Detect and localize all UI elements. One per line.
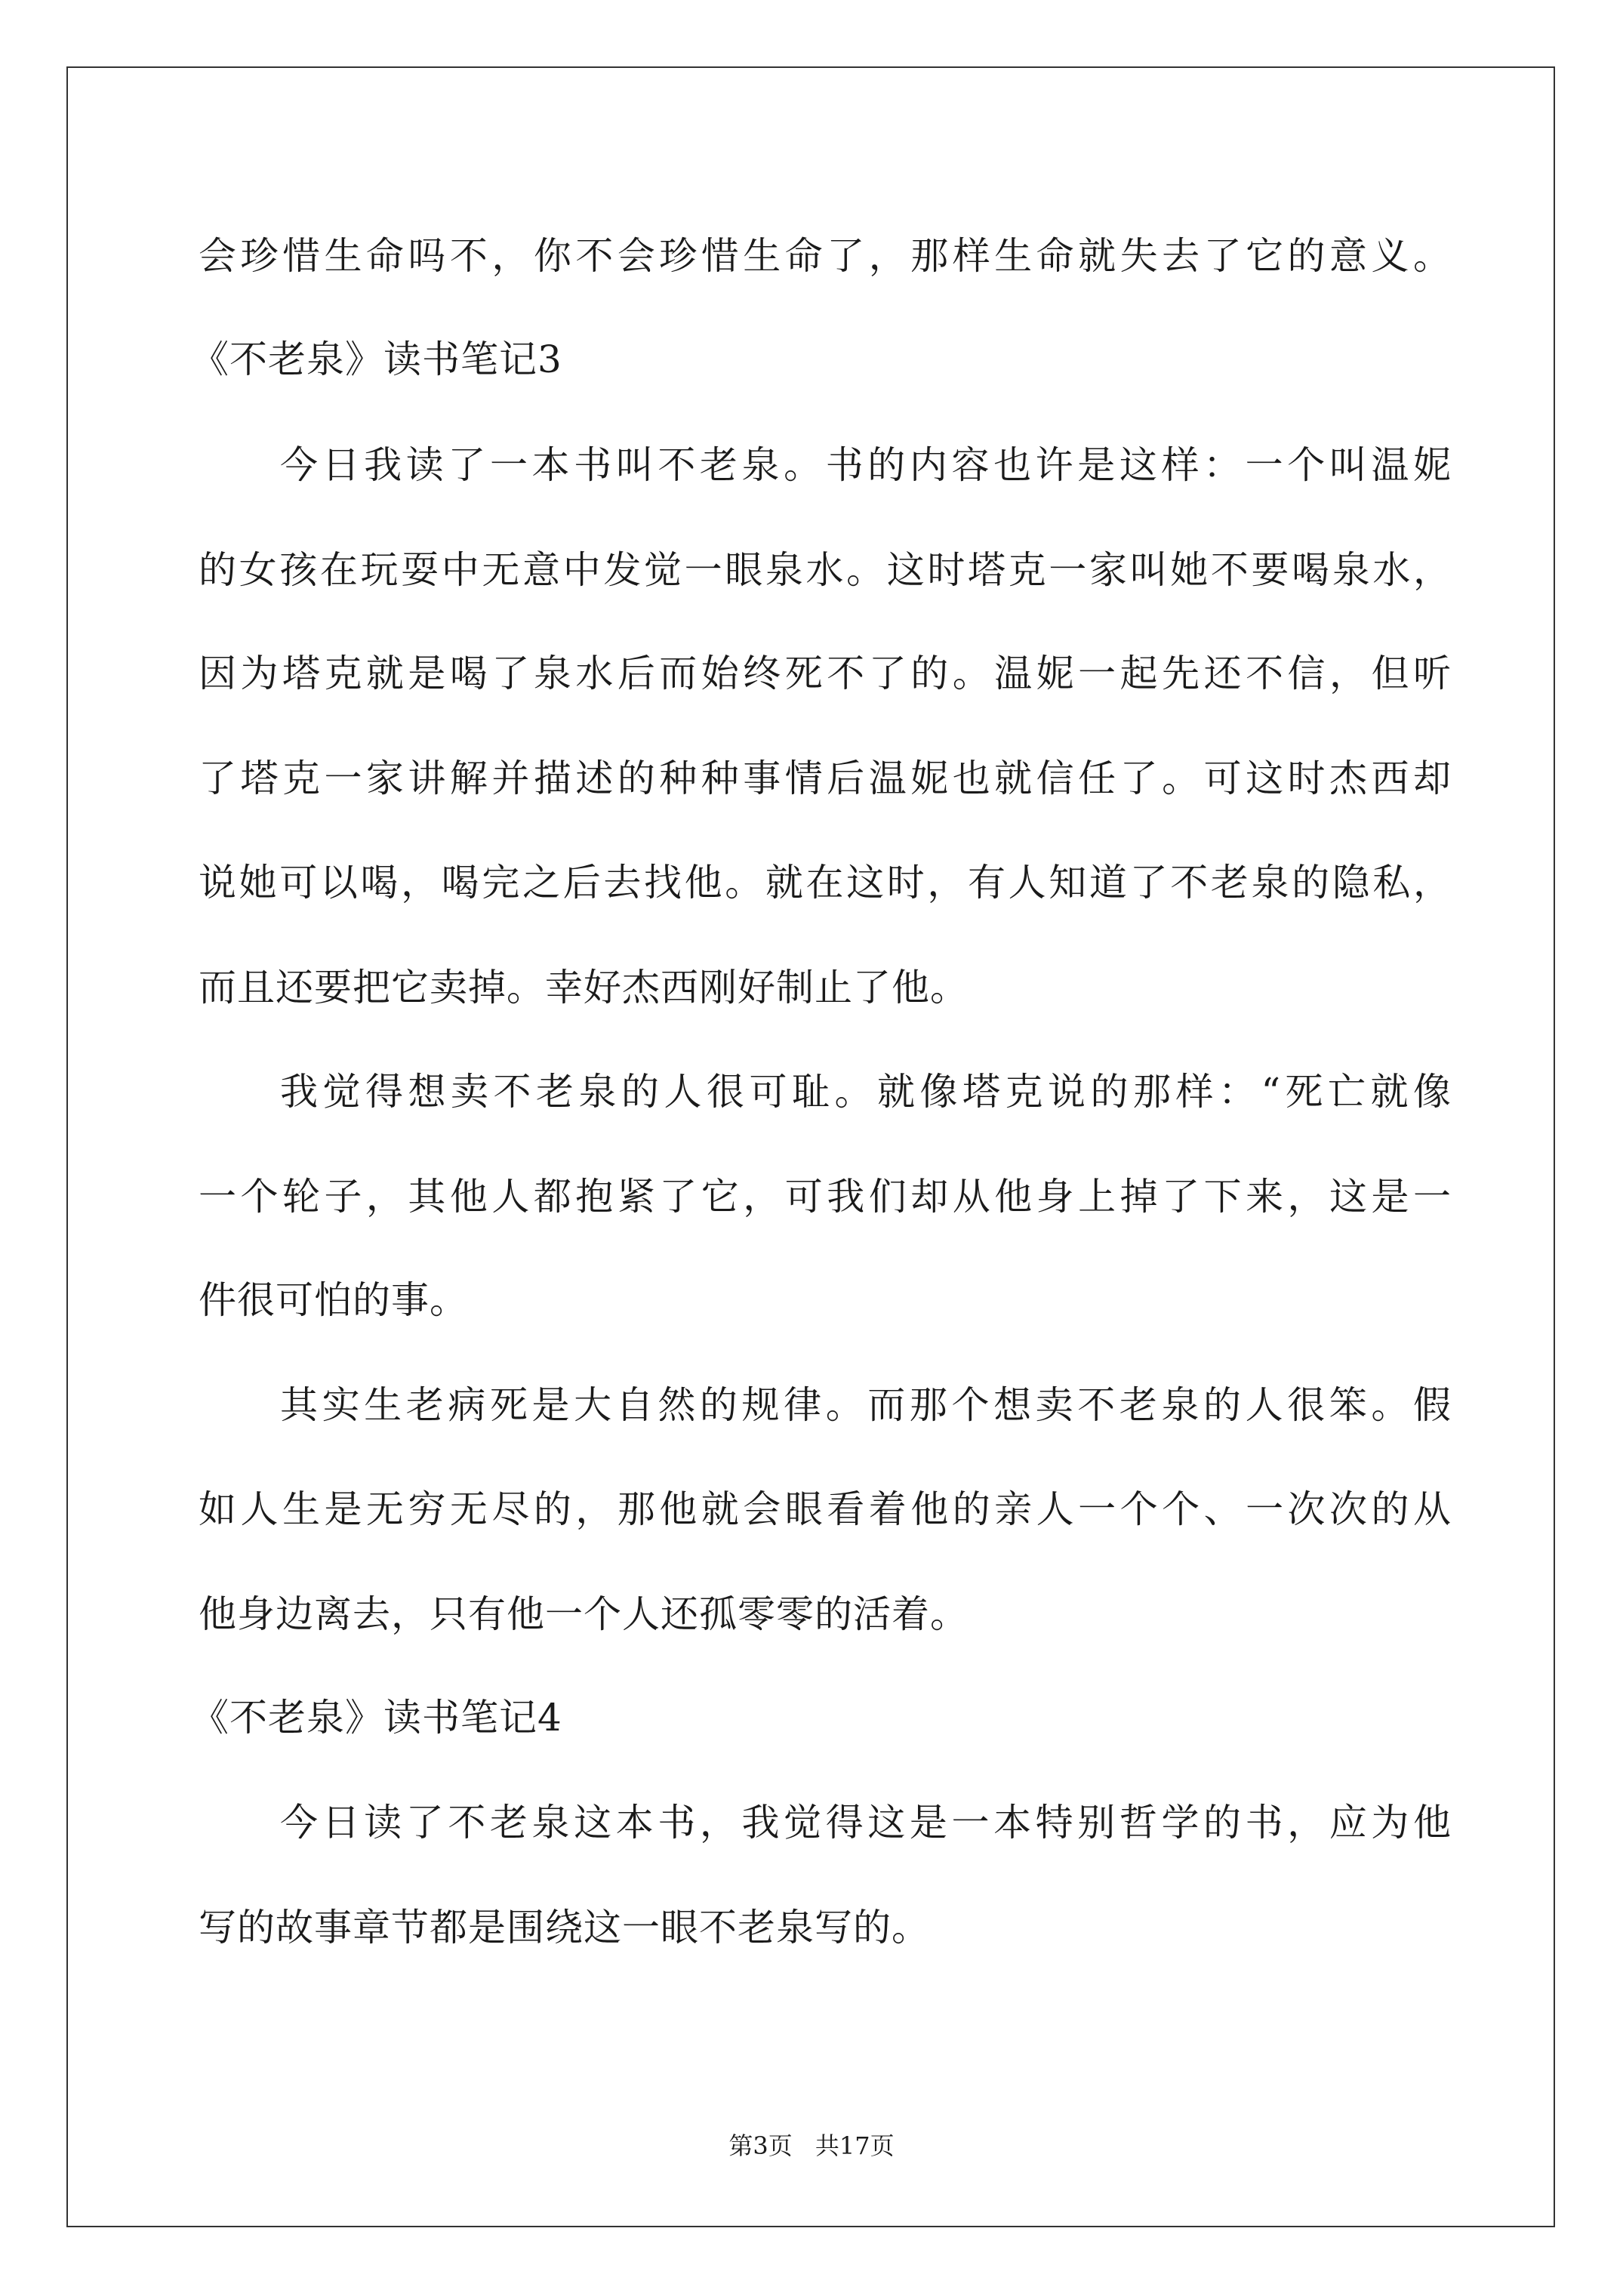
page-total: 共17页 bbox=[815, 2131, 895, 2160]
section-heading: 《不老泉》读书笔记3 bbox=[191, 337, 562, 381]
text-line: 一个轮子，其他人都抱紧了它，可我们却从他身上掉了下来，这是一 bbox=[199, 1175, 1452, 1219]
page-border bbox=[66, 66, 1555, 2227]
text-line: 了塔克一家讲解并描述的种种事情后温妮也就信任了。可这时杰西却 bbox=[199, 757, 1452, 800]
text-line: 因为塔克就是喝了泉水后而始终死不了的。温妮一起先还不信，但听 bbox=[199, 652, 1452, 695]
page-number: 第3页 bbox=[728, 2131, 793, 2160]
section-heading: 《不老泉》读书笔记4 bbox=[191, 1696, 562, 1740]
text-line: 其实生老病死是大自然的规律。而那个想卖不老泉的人很笨。假 bbox=[280, 1383, 1452, 1427]
text-line: 如人生是无穷无尽的，那他就会眼看着他的亲人一个个、一次次的从 bbox=[199, 1487, 1452, 1531]
text-line: 而且还要把它卖掉。幸好杰西刚好制止了他。 bbox=[199, 966, 969, 1009]
text-line: 写的故事章节都是围绕这一眼不老泉写的。 bbox=[199, 1906, 930, 1949]
text-line: 我觉得想卖不老泉的人很可耻。就像塔克说的那样：“死亡就像 bbox=[280, 1070, 1452, 1114]
text-line: 今日读了不老泉这本书，我觉得这是一本特别哲学的书，应为他 bbox=[280, 1801, 1452, 1845]
text-line: 他身边离去，只有他一个人还孤零零的活着。 bbox=[199, 1592, 969, 1636]
text-line: 会珍惜生命吗不，你不会珍惜生命了，那样生命就失去了它的意义。 bbox=[199, 234, 1452, 278]
text-line: 说她可以喝，喝完之后去找他。就在这时，有人知道了不老泉的隐私， bbox=[199, 861, 1452, 905]
page-footer bbox=[0, 2131, 1623, 2161]
text-line: 今日我读了一本书叫不老泉。书的内容也许是这样：一个叫温妮 bbox=[280, 443, 1452, 487]
text-line: 件很可怕的事。 bbox=[199, 1278, 468, 1322]
text-line: 的女孩在玩耍中无意中发觉一眼泉水。这时塔克一家叫她不要喝泉水， bbox=[199, 548, 1452, 592]
